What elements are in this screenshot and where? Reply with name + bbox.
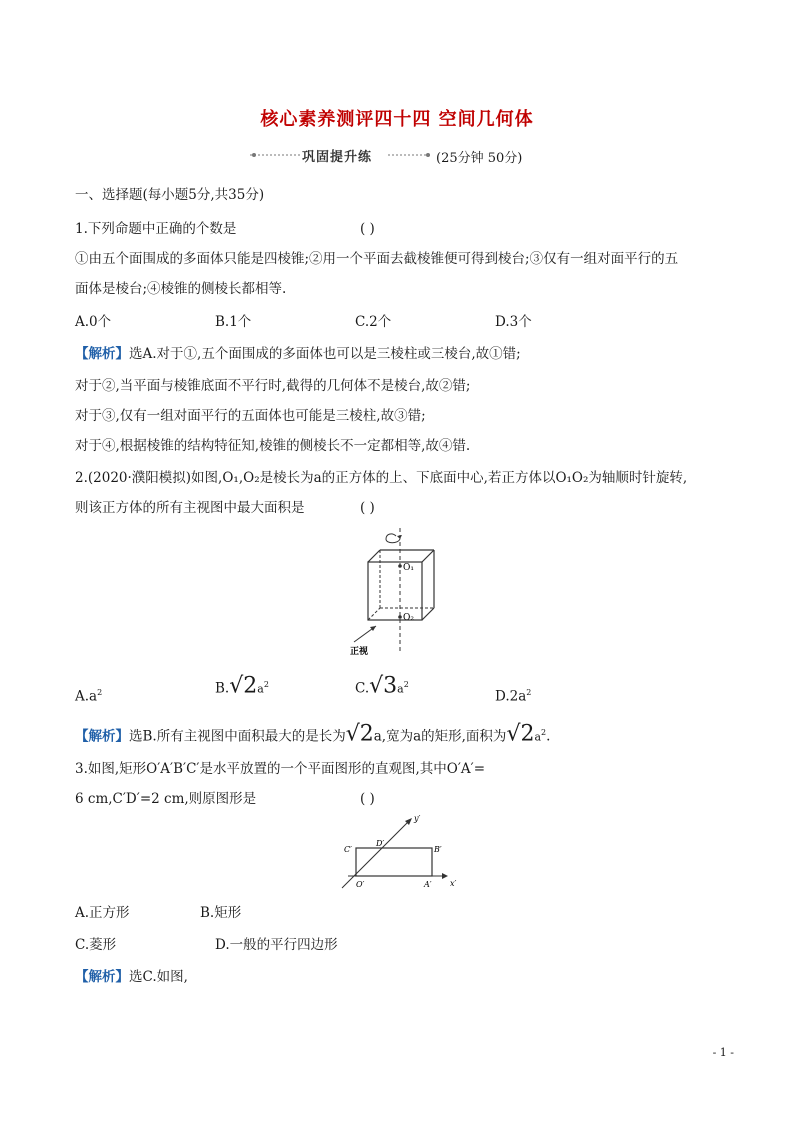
q1-stem: 1.下列命题中正确的个数是	[75, 221, 237, 237]
q2-option-c-pre: C.	[355, 680, 370, 697]
label-x-axis: x′	[450, 879, 457, 888]
label-o2: O₂	[403, 613, 414, 623]
solution-label: 【解析】	[75, 969, 129, 985]
q2-option-a-exp: 2	[97, 688, 103, 697]
q3-option-a: A.正方形	[75, 905, 130, 921]
q3-option-b: B.矩形	[200, 905, 242, 921]
q1-solution-line1	[75, 345, 521, 363]
section-header	[250, 146, 550, 166]
q2-option-b	[215, 673, 269, 699]
q2-option-d	[495, 684, 531, 706]
q1-solution-line2: 对于②,当平面与棱锥底面不平行时,截得的几何体不是棱台,故②错;	[75, 378, 471, 394]
q2-option-b-radicand: 2	[243, 673, 258, 699]
q2-option-a-text: A.a	[75, 688, 98, 705]
q1-statement-line1: ①由五个面围成的多面体只能是四棱锥;②用一个平面去截棱锥便可得到棱台;③仅有一组对面平行的五	[75, 251, 679, 267]
q1-statement-line2: 面体是棱台;④棱锥的侧棱长都相等.	[75, 281, 287, 297]
label-y-axis: y′	[414, 814, 421, 823]
q2-option-b-pre: B.	[215, 680, 230, 697]
q1-solution-text1: 选A.对于①,五个面围成的多面体也可以是三棱柱或三棱台,故①错;	[129, 346, 521, 362]
q2-solution-exp: 2	[541, 728, 547, 737]
q2-solution	[75, 720, 550, 751]
q3-option-d: D.一般的平行四边形	[215, 937, 338, 953]
q3-stem-line2: 6 cm,C′D′=2 cm,则原图形是	[75, 791, 257, 807]
rotation-arrow-icon	[386, 534, 400, 543]
q2-option-c-radicand: 3	[383, 673, 398, 699]
label-o1: O₁	[403, 563, 414, 573]
q2-bracket: ( )	[360, 500, 375, 516]
sqrt-icon: √	[369, 673, 384, 699]
q2-solution-rad1: 2	[359, 721, 374, 747]
q3-diagram	[338, 812, 468, 892]
q2-solution-pre: 选B.所有主视图中面积最大的是长为	[129, 728, 346, 745]
q1-option-b: B.1个	[215, 314, 252, 330]
q2-option-b-exp: 2	[263, 680, 269, 689]
q3-solution	[75, 968, 188, 986]
q2-stem-line2: 则该正方体的所有主视图中最大面积是	[75, 500, 305, 516]
solution-label: 【解析】	[75, 728, 129, 745]
q1-option-d: D.3个	[495, 314, 532, 330]
q2-option-d-exp: 2	[526, 688, 532, 697]
label-o: O′	[356, 880, 365, 889]
q1-bracket: ( )	[360, 221, 375, 237]
page-number: - 1 -	[712, 1046, 734, 1059]
page-title: 核心素养测评四十四 空间几何体	[260, 109, 534, 130]
q2-solution-post: a	[534, 730, 542, 744]
q1-option-c: C.2个	[355, 314, 392, 330]
label-b: B′	[434, 845, 442, 854]
q2-solution-mid: a,宽为a的矩形,面积为	[373, 728, 507, 745]
q2-option-c-exp: 2	[403, 680, 409, 689]
q3-solution-text: 选C.如图,	[129, 969, 188, 985]
q2-stem-line1: 2.(2020·濮阳模拟)如图,O₁,O₂是棱长为a的正方体的上、下底面中心,若正方体以O₁O₂为轴顺时针旋转,	[75, 470, 688, 486]
label-c: C′	[344, 845, 352, 854]
label-d: D′	[376, 839, 385, 848]
q1-solution-line4: 对于④,根据棱锥的结构特征知,棱锥的侧棱长不一定都相等,故④错.	[75, 438, 471, 454]
sqrt-icon: √	[345, 721, 360, 747]
q2-option-c-post: a	[397, 682, 404, 696]
q2-option-d-text: D.2a	[495, 688, 527, 705]
solution-label: 【解析】	[75, 346, 129, 362]
q2-solution-rad2: 2	[520, 721, 535, 747]
q3-stem-line1: 3.如图,矩形O′A′B′C′是水平放置的一个平面图形的直观图,其中O′A′=	[75, 761, 486, 777]
q2-cube-figure	[340, 528, 450, 658]
sqrt-icon: √	[506, 721, 521, 747]
q3-option-c: C.菱形	[75, 937, 117, 953]
q2-solution-end: .	[546, 728, 551, 745]
q2-option-b-post: a	[257, 682, 264, 696]
q1-option-a: A.0个	[75, 314, 112, 330]
section-label: 巩固提升练	[302, 150, 373, 165]
part-heading: 一、选择题(每小题5分,共35分)	[75, 187, 265, 203]
section-time: (25分钟 50分)	[436, 151, 523, 166]
q1-solution-line3: 对于③,仅有一组对面平行的五面体也可能是三棱柱,故③错;	[75, 408, 426, 424]
label-front-view: 正视	[350, 647, 369, 657]
sqrt-icon: √	[229, 673, 244, 699]
q3-bracket: ( )	[360, 791, 375, 807]
label-a: A′	[424, 880, 432, 889]
q2-option-c	[355, 673, 409, 699]
q2-option-a	[75, 684, 102, 706]
